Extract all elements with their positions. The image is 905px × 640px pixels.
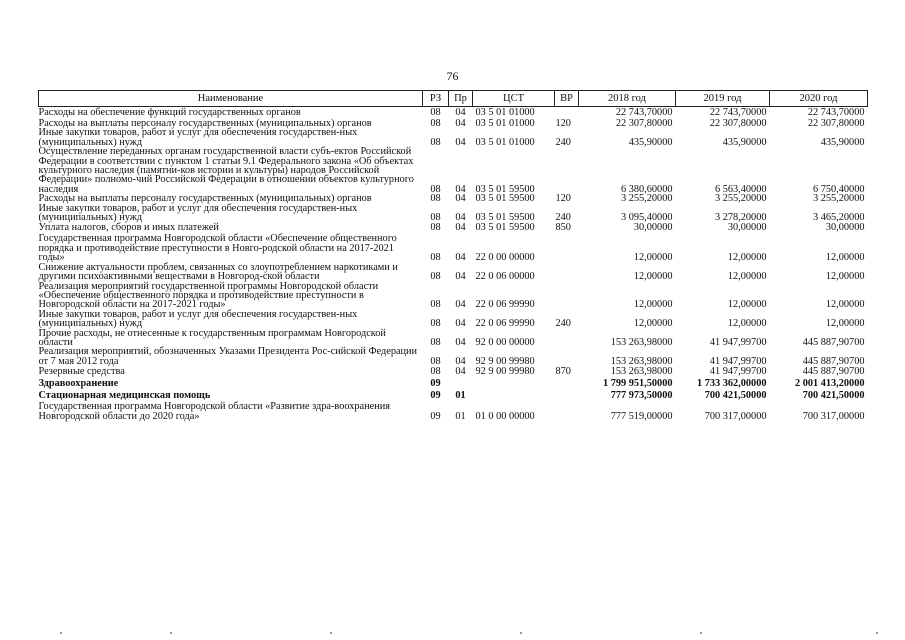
table-row (39, 282, 868, 310)
cell-2020: 700 421,50000 (802, 390, 865, 402)
cell-name: Иные закупки товаров, работ и услуг для обеспечения государствен-ных (муниципальных) нужд (38, 308, 358, 330)
cell-2019: 3 278,20000 (715, 212, 767, 224)
cell-name: Государственная программа Новгородской области «Обеспечение общественного порядка и противодействие преступности в Новго-родской области на 2017-2021 годы» (38, 233, 397, 264)
cell-2019: 12,00000 (727, 299, 767, 311)
cell-rz: 08 (430, 366, 441, 378)
cell-rz: 08 (430, 193, 441, 205)
cell-2018: 777 519,00000 (610, 410, 673, 422)
cell-name: Иные закупки товаров, работ и услуг для обеспечения государствен-ных (муниципальных) нужд (38, 202, 358, 224)
cell-vr (555, 263, 579, 282)
cell-pr: 04 (455, 118, 466, 129)
page-number: 76 (446, 69, 459, 83)
cell-cst: 03 5 01 01000 (475, 136, 535, 148)
cell-2020: 22 307,80000 (807, 118, 865, 129)
table-row (39, 402, 868, 421)
cell-vr: 240 (555, 318, 571, 330)
cell-rz: 09 (430, 378, 441, 390)
cell-name: Расходы на выплаты персоналу государственных (муниципальных) органов (38, 193, 372, 205)
cell-2018: 153 263,98000 (610, 366, 673, 378)
header-vr: ВР (555, 91, 579, 107)
cell-pr: 04 (455, 136, 466, 148)
cell-rz: 08 (430, 222, 441, 234)
header-cst: ЦСТ (473, 91, 555, 107)
cell-2018: 30,00000 (633, 222, 673, 234)
cell-rz: 09 (430, 410, 441, 422)
cell-cst: 92 9 00 99980 (475, 355, 535, 367)
cell-pr: 01 (455, 390, 466, 402)
cell-2019: 12,00000 (727, 318, 767, 330)
cell-2018: 6 380,60000 (621, 183, 673, 195)
cell-2018: 3 095,40000 (621, 212, 673, 224)
header-2018: 2018 год (579, 91, 676, 107)
table-header-row (39, 91, 868, 107)
cell-pr: 04 (455, 252, 466, 264)
cell-rz: 08 (430, 252, 441, 264)
cell-pr: 04 (455, 366, 466, 378)
table-body (39, 107, 868, 421)
cell-cst: 22 0 00 00000 (475, 252, 535, 264)
cell-vr (555, 390, 579, 402)
cell-pr: 04 (455, 271, 466, 283)
cell-cst: 22 0 06 99990 (475, 299, 535, 311)
cell-name: Реализация мероприятий государственной программы Новгородской области «Обеспечение общественного порядка и противодействие преступности в Новгородской области на 2017-2021 годы» (38, 280, 379, 311)
cell-2020: 2 001 413,20000 (794, 378, 865, 390)
table-row (39, 263, 868, 282)
cell-2018: 777 973,50000 (610, 390, 673, 402)
cell-2019: 435,90000 (722, 136, 767, 148)
cell-2019: 12,00000 (727, 252, 767, 264)
cell-name: Прочие расходы, не отнесенные к государственным программам Новгородской области (38, 327, 386, 348)
cell-name: Стационарная медицинская помощь (38, 390, 211, 402)
cell-2020: 12,00000 (825, 318, 865, 330)
cell-name: Уплата налогов, сборов и иных платежей (38, 222, 219, 234)
cell-name: Осуществление переданных органам государственной власти субъ-ектов Российской Федерации в соответствии с пунктом 1 статьи 9.1 Федерального закона «Об объектах культурного наследия (памятни-ков истории и культуры) народов Российской Федерации» полномо-чий Российской Федерации в отношении объектов культурного наследия (38, 146, 414, 195)
table-row (39, 128, 868, 147)
cell-pr: 04 (455, 212, 466, 224)
cell-vr (555, 147, 579, 194)
cell-rz: 08 (430, 183, 441, 195)
cell-name: Здравоохранение (38, 378, 119, 390)
budget-table (38, 90, 868, 421)
cell-rz: 08 (430, 212, 441, 224)
cell-cst (473, 378, 555, 390)
cell-name: Государственная программа Новгородской области «Развитие здра-воохранения Новгородской области до 2020 года» (38, 401, 390, 422)
header-rz: РЗ (423, 91, 449, 107)
cell-cst: 03 5 01 59500 (475, 222, 535, 234)
cell-2019: 22 307,80000 (709, 118, 767, 129)
cell-vr (555, 282, 579, 310)
cell-2020: 700 317,00000 (802, 410, 865, 422)
cell-rz: 08 (430, 136, 441, 148)
cell-2018: 12,00000 (633, 271, 673, 283)
cell-rz: 08 (430, 107, 441, 118)
cell-2020: 6 750,40000 (813, 183, 865, 195)
cell-2020: 3 465,20000 (813, 212, 865, 224)
cell-rz: 08 (430, 355, 441, 367)
cell-pr: 04 (455, 318, 466, 330)
cell-cst: 22 0 06 99990 (475, 318, 535, 330)
cell-vr: 850 (555, 222, 571, 234)
cell-2019: 41 947,99700 (709, 355, 767, 367)
cell-2020: 12,00000 (825, 299, 865, 311)
cell-cst: 01 0 00 00000 (475, 410, 535, 422)
cell-2018: 22 307,80000 (615, 118, 673, 129)
cell-2019: 41 947,99700 (709, 366, 767, 378)
cell-2019: 700 421,50000 (704, 390, 767, 402)
table-row (39, 204, 868, 223)
cell-name: Реализация мероприятий, обозначенных Указами Президента Рос-сийской Федерации от 7 мая 2012 года (38, 346, 418, 367)
cell-vr (555, 234, 579, 262)
cell-cst: 92 0 00 00000 (475, 336, 535, 348)
table-row (39, 366, 868, 378)
cell-vr (555, 347, 579, 366)
cell-2020: 445 887,90700 (802, 336, 865, 348)
cell-vr: 240 (555, 212, 571, 224)
cell-cst: 03 5 01 59500 (475, 183, 535, 195)
cell-vr (555, 378, 579, 390)
cell-pr (449, 378, 473, 390)
cell-pr: 04 (455, 222, 466, 234)
cell-2019: 1 733 362,00000 (696, 378, 767, 390)
cell-cst: 03 5 01 01000 (475, 107, 535, 118)
cell-name: Расходы на обеспечение функций государственных органов (38, 107, 301, 118)
cell-pr: 04 (455, 183, 466, 195)
cell-pr: 04 (455, 355, 466, 367)
cell-rz: 09 (430, 390, 441, 402)
table-row (39, 378, 868, 390)
cell-2019: 41 947,99700 (709, 336, 767, 348)
cell-2018: 12,00000 (633, 299, 673, 311)
cell-2018: 12,00000 (633, 252, 673, 264)
header-pr: Пр (449, 91, 473, 107)
cell-cst: 03 5 01 01000 (475, 118, 535, 129)
cell-cst: 22 0 06 00000 (475, 271, 535, 283)
cell-pr: 01 (455, 410, 466, 422)
cell-2018: 3 255,20000 (621, 193, 673, 205)
cell-vr (555, 402, 579, 421)
cell-cst: 03 5 01 59500 (475, 193, 535, 205)
cell-2020: 12,00000 (825, 252, 865, 264)
cell-2020: 445 887,90700 (802, 355, 865, 367)
cell-2018: 12,00000 (633, 318, 673, 330)
cell-cst (473, 390, 555, 402)
table-row (39, 310, 868, 329)
cell-name: Расходы на выплаты персоналу государственных (муниципальных) органов (38, 118, 372, 129)
cell-2019: 22 743,70000 (709, 107, 767, 118)
cell-2020: 22 743,70000 (807, 107, 865, 118)
cell-2019: 12,00000 (727, 271, 767, 283)
cell-2018: 22 743,70000 (615, 107, 673, 118)
cell-cst: 92 9 00 99980 (475, 366, 535, 378)
cell-pr: 04 (455, 193, 466, 205)
cell-2018: 153 263,98000 (610, 336, 673, 348)
cell-2020: 445 887,90700 (802, 366, 865, 378)
cell-2020: 30,00000 (825, 222, 865, 234)
cell-rz: 08 (430, 271, 441, 283)
cell-2019: 6 563,40000 (715, 183, 767, 195)
cell-2020: 3 255,20000 (813, 193, 865, 205)
cell-vr: 240 (555, 136, 571, 148)
scan-edge-marks (0, 630, 905, 640)
cell-2020: 435,90000 (820, 136, 865, 148)
cell-name: Резервные средства (38, 366, 125, 378)
cell-vr: 120 (555, 193, 571, 205)
cell-pr: 04 (455, 107, 466, 118)
table-row (39, 347, 868, 366)
cell-rz: 08 (430, 299, 441, 311)
cell-2020: 12,00000 (825, 271, 865, 283)
table-row (39, 329, 868, 348)
cell-2018: 153 263,98000 (610, 355, 673, 367)
header-2019: 2019 год (676, 91, 770, 107)
cell-vr: 870 (555, 366, 571, 378)
table-row (39, 234, 868, 262)
cell-pr: 04 (455, 336, 466, 348)
cell-2018: 1 799 951,50000 (602, 378, 673, 390)
cell-rz: 08 (430, 318, 441, 330)
cell-vr: 120 (555, 118, 571, 129)
cell-cst: 03 5 01 59500 (475, 212, 535, 224)
cell-rz: 08 (430, 118, 441, 129)
cell-2019: 30,00000 (727, 222, 767, 234)
cell-name: Иные закупки товаров, работ и услуг для обеспечения государствен-ных (муниципальных) нужд (38, 127, 358, 148)
cell-vr (555, 329, 579, 348)
cell-2018: 435,90000 (628, 136, 673, 148)
cell-pr: 04 (455, 299, 466, 311)
cell-name: Снижение актуальности проблем, связанных со злоупотреблением наркотиками и другими психоактивными веществами в Новгород-ской области (38, 261, 398, 283)
header-name: Наименование (39, 91, 423, 107)
cell-rz: 08 (430, 336, 441, 348)
table-row (39, 147, 868, 194)
cell-2019: 3 255,20000 (715, 193, 767, 205)
header-2020: 2020 год (770, 91, 868, 107)
cell-2019: 700 317,00000 (704, 410, 767, 422)
